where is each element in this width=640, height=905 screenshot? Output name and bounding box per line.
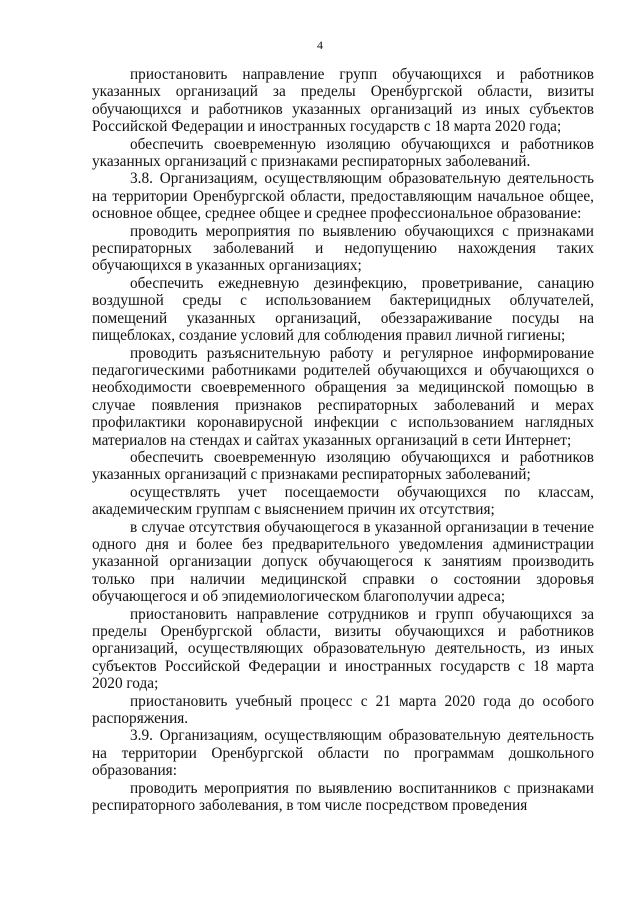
paragraph: проводить мероприятия по выявлению воспитанников с признаками респираторного заболевания, в том числе посредством проведения: [92, 779, 594, 815]
paragraph: приостановить учебный процесс с 21 марта 2020 года до особого распоряжения.: [92, 692, 594, 728]
paragraph: проводить мероприятия по выявлению обучающихся с признаками респираторных заболеваний и недопущению нахождения таких обучающихся в указанных организациях;: [92, 222, 594, 275]
paragraph: в случае отсутствия обучающегося в указанной организации в течение одного дня и более без предварительного уведомления администрации указанной организации допуск обучающегося к занятиям производить только при наличии медицинской справки о состоянии здоровья обучающегося и об эпидемиологическом благополучии адреса;: [92, 518, 594, 606]
paragraph: проводить разъяснительную работу и регулярное информирование педагогическими работниками родителей обучающихся и обучающихся о необходимости своевременного обращения за медицинской помощью в случае появления признаков респираторных заболеваний и мерах профилактики коронавирусной инфекции с использованием наглядных материалов на стендах и сайтах указанных организаций в сети Интернет;: [92, 344, 594, 449]
paragraph: обеспечить своевременную изоляцию обучающихся и работников указанных организаций с признаками респираторных заболеваний.: [92, 135, 594, 171]
paragraph: приостановить направление сотрудников и групп обучающихся за пределы Оренбургской области, визиты обучающихся и работников организаций, осуществляющих образовательную деятельность, из иных субъектов Российской Федерации и иностранных государств с 18 марта 2020 года;: [92, 605, 594, 693]
paragraph: 3.8. Организациям, осуществляющим образовательную деятельность на территории Оренбургской области, предоставляющим начальное общее, основное общее, среднее общее и среднее профессиональное образование:: [92, 170, 594, 223]
paragraph: 3.9. Организациям, осуществляющим образовательную деятельность на территории Оренбургской области по программам дошкольного образования:: [92, 727, 594, 780]
body-text: [92, 66, 594, 814]
paragraph: приостановить направление групп обучающихся и работников указанных организаций за пределы Оренбургской области, визиты обучающихся и работников указанных организаций из иных субъектов Российской Федерации и иностранных государств с 18 марта 2020 года;: [92, 66, 594, 136]
paragraph: осуществлять учет посещаемости обучающихся по классам, академическим группам с выяснением причин их отсутствия;: [92, 483, 594, 519]
page-number: 4: [317, 38, 323, 52]
paragraph: обеспечить ежедневную дезинфекцию, проветривание, санацию воздушной среды с использованием бактерицидных облучателей, помещений указанных организаций, обеззараживание посуды на пищеблоках, создание условий для соблюдения правил личной гигиены;: [92, 274, 594, 345]
paragraph: обеспечить своевременную изоляцию обучающихся и работников указанных организаций с признаками респираторных заболеваний;: [92, 448, 594, 484]
